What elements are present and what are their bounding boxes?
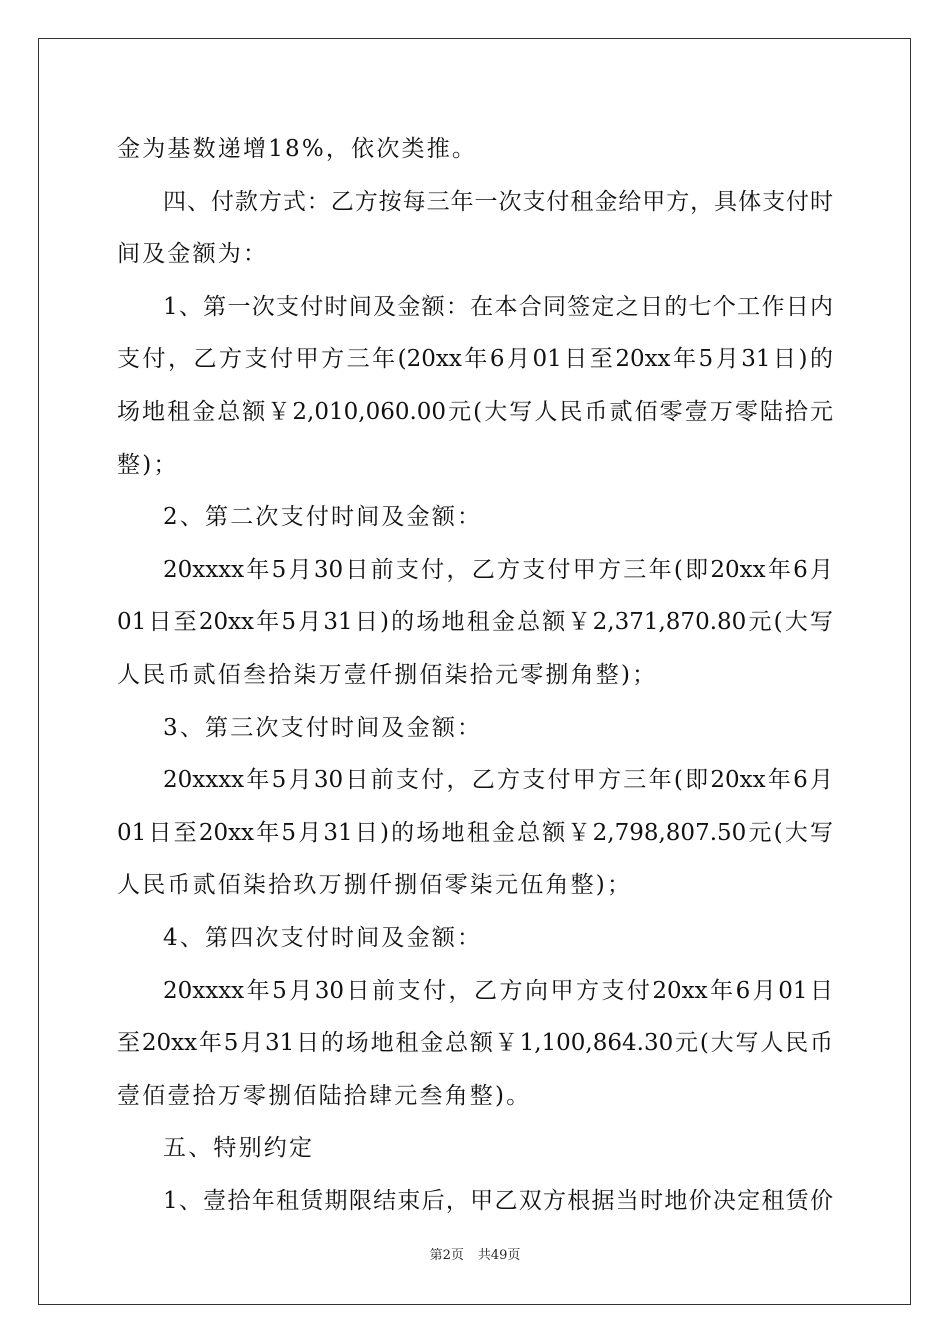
text-line: 2、第二次支付时间及金额： <box>163 504 483 531</box>
text-line: 间及金额为： <box>117 241 269 268</box>
page-total: 共49页 <box>477 1248 521 1263</box>
text-line: 场地租金总额￥2,010,060.00元(大写人民币贰佰零壹万零陆拾元 <box>117 398 833 425</box>
text-line: 4、第四次支付时间及金额： <box>163 924 483 951</box>
text-line: 01日至20xx年5月31日)的场地租金总额￥2,798,807.50元(大写 <box>117 819 833 846</box>
text-line: 四、付款方式：乙方按每三年一次支付租金给甲方，具体支付时 <box>163 188 833 215</box>
text-line: 人民币贰佰柒拾玖万捌仟捌佰零柒元伍角整)； <box>117 872 633 899</box>
text-line: 整)； <box>117 451 179 478</box>
text-line: 3、第三次支付时间及金额： <box>163 714 483 741</box>
text-line: 01日至20xx年5月31日)的场地租金总额￥2,371,870.80元(大写 <box>117 609 833 636</box>
text-line: 人民币贰佰叁拾柒万壹仟捌佰柒拾元零捌角整)； <box>117 661 658 688</box>
text-line: 五、特别约定 <box>163 1135 315 1162</box>
text-line: 20xxxx年5月30日前支付，乙方向甲方支付20xx年6月01日 <box>163 977 833 1004</box>
page-footer <box>0 1244 950 1263</box>
text-line: 20xxxx年5月30日前支付，乙方支付甲方三年(即20xx年6月 <box>163 556 833 583</box>
text-line: 至20xx年5月31日的场地租金总额￥1,100,864.30元(大写人民币 <box>117 1030 833 1057</box>
text-line: 金为基数递增18%，依次类推。 <box>117 136 478 162</box>
text-line: 20xxxx年5月30日前支付，乙方支付甲方三年(即20xx年6月 <box>163 767 833 794</box>
text-line: 1、壹拾年租赁期限结束后，甲乙双方根据当时地价决定租赁价 <box>163 1187 833 1214</box>
page-number: 第2页 <box>429 1248 464 1263</box>
text-line: 壹佰壹拾万零捌佰陆拾肆元叁角整)。 <box>117 1082 532 1109</box>
text-line: 支付，乙方支付甲方三年(20xx年6月01日至20xx年5月31日)的 <box>117 346 833 373</box>
document-body <box>117 123 833 1227</box>
text-line: 1、第一次支付时间及金额：在本合同签定之日的七个工作日内 <box>163 293 833 320</box>
